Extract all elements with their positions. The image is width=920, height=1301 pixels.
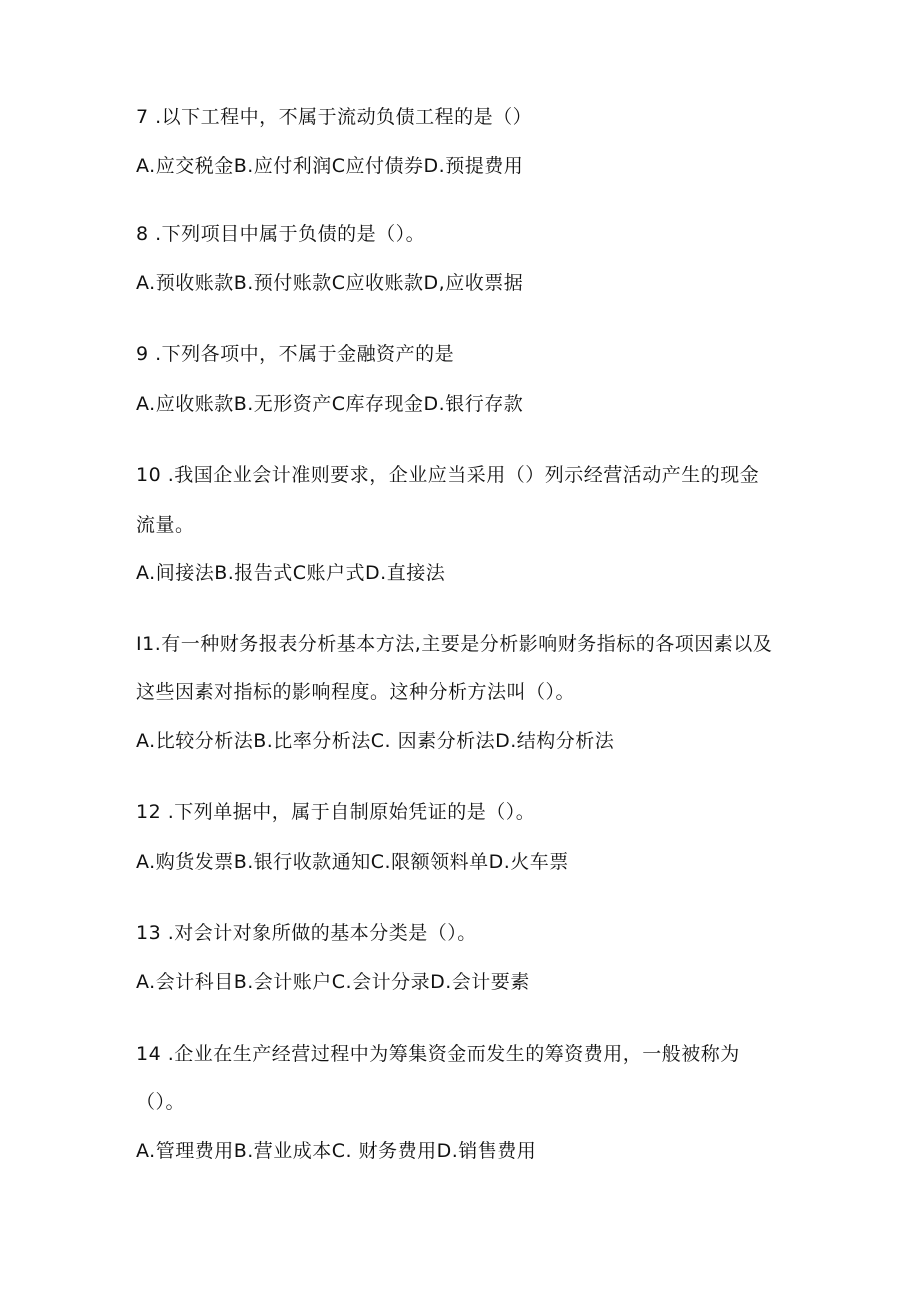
question-8-stem: 8 .下列项目中属于负债的是（）。 <box>136 223 426 245</box>
question-8-options: A.预收账款B.预付账款C应收账款D,应收票据 <box>136 272 524 294</box>
question-9-options: A.应收账款B.无形资产C库存现金D.银行存款 <box>136 393 524 415</box>
question-12-stem: 12 .下列单据中，属于自制原始凭证的是（）。 <box>136 801 536 823</box>
question-13-stem: 13 .对会计对象所做的基本分类是（）。 <box>136 922 477 944</box>
question-11-stem-line-2: 这些因素对指标的影响程度。这种分析方法叫（）。 <box>136 681 576 703</box>
question-14-stem-line-1: 14 .企业在生产经营过程中为筹集资金而发生的筹资费用，一般被称为 <box>136 1043 740 1065</box>
question-14-stem-line-2: （）。 <box>136 1091 186 1113</box>
question-10-stem-line-2: 流量。 <box>136 514 195 536</box>
question-10-stem-line-1: 10 .我国企业会计准则要求，企业应当采用（）列示经营活动产生的现金 <box>136 464 760 486</box>
question-11-options: A.比较分析法B.比率分析法C. 因素分析法D.结构分析法 <box>136 730 615 752</box>
question-12-options: A.购货发票B.银行收款通知C.限额领料单D.火车票 <box>136 851 569 873</box>
question-9-stem: 9 .下列各项中，不属于金融资产的是 <box>136 343 455 365</box>
question-11-stem-line-1: I1.有一种财务报表分析基本方法,主要是分析影响财务指标的各项因素以及 <box>136 633 773 655</box>
question-10-options: A.间接法B.报告式C账户式D.直接法 <box>136 562 446 584</box>
question-7-options: A.应交税金B.应付利润C应付债券D.预提费用 <box>136 155 524 177</box>
question-14-options: A.管理费用B.营业成本C. 财务费用D.销售费用 <box>136 1140 537 1162</box>
question-13-options: A.会计科目B.会计账户C.会计分录D.会计要素 <box>136 971 530 993</box>
question-7-stem: 7 .以下工程中，不属于流动负债工程的是（） <box>136 106 533 128</box>
